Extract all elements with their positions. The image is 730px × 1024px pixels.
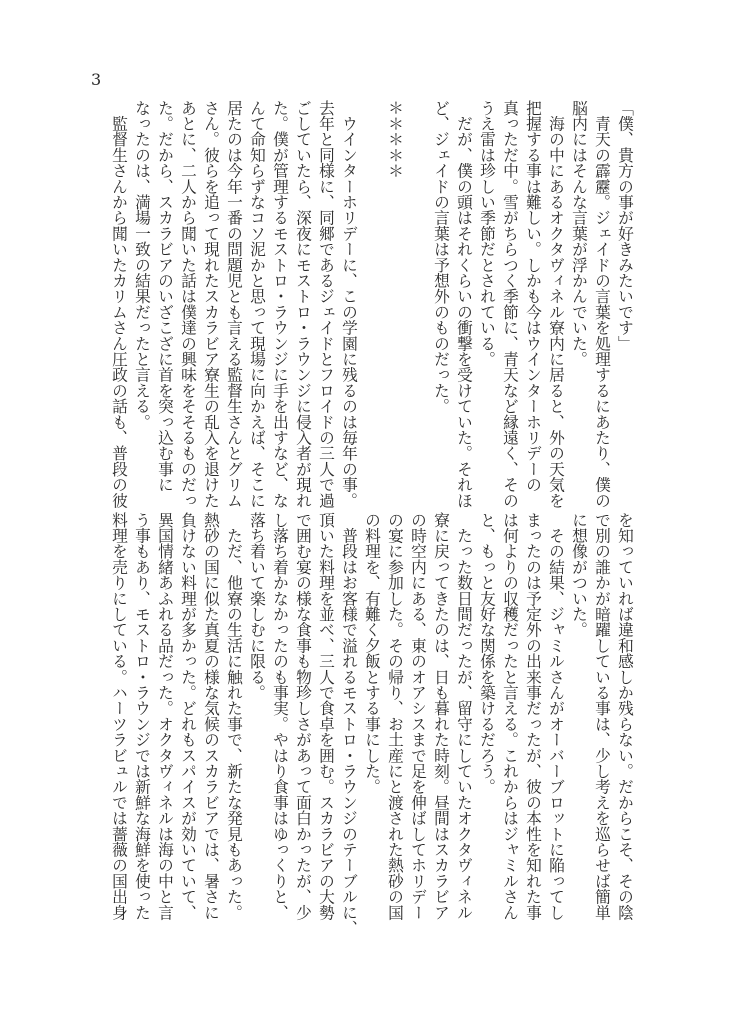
text-line: 監督生さんから聞いたカリムさん圧政の話も、普段の彼 [110,100,129,509]
text-line: たった数日間だったが、留守にしていたオクタヴィネル [455,512,474,921]
text-line: ただ、他寮の生活に触れた事で、新たな発見もあった。 [225,512,244,921]
text-line: 寮に戻ってきたのは、日も暮れた時刻。昼間はスカラビア [432,512,451,921]
text-line: 普段はお客様で溢れるモストロ・ラウンジのテーブルに、 [340,512,359,936]
text-line: た。僕が管理するモストロ・ラウンジに手を出すなど、な [271,100,290,509]
text-line: ごしていたら、深夜にモストロ・ラウンジに侵入者が現れ [294,100,313,509]
text-line: 頂いた料理を並べ、三人で食卓を囲む。スカラビアの大勢 [317,512,336,921]
text-line: 落ち着いて楽しむに限る。 [248,512,267,701]
text-line: ど、ジェイドの言葉は予想外のものだった。 [432,100,451,414]
text-line: 脳内にはそんな言葉が浮かんでいた。 [570,100,589,367]
blank-line [361,100,384,505]
text-line: その結果、ジャミルさんがオーバーブロットに陥ってし [547,512,566,921]
text-line: 去年と同様に、同郷であるジェイドとフロイドの三人で過 [317,100,336,509]
text-line: うえ雷は珍しい季節だとされている。 [478,100,497,367]
text-line: で囲む宴の様な食事も物珍しさがあって面白かったが、少 [294,512,313,921]
text-line: だが、僕の頭はそれくらいの衝撃を受けていた。それほ [455,100,474,509]
text-line: は何よりの収穫だったと言える。これからはジャミルさん [501,512,520,921]
blank-line [407,100,430,505]
text-line: 「僕、貴方の事が好きみたいです」 [616,100,635,352]
text-line: 把握する事は難しい。しかも今はウインターホリデーの [524,100,543,493]
text-line: さん。彼らを追って現れたスカラビア寮生の乱入を退けた [202,100,221,509]
text-line: 熱砂の国に似た真夏の様な気候のスカラビアでは、暑さに [202,512,221,921]
text-line: 異国情緒あふれる品だった。オクタヴィネルは海の中と言 [156,512,175,921]
page-number: 3 [91,70,102,89]
text-line: 料理を売りにしている。ハーツラビュルでは薔薇の国出身 [110,512,129,921]
text-line: 青天の霹靂。ジェイドの言葉を処理するにあたり、僕の [593,100,612,509]
text-line: なったのは、満場一致の結果だったと言える。 [133,100,152,430]
text-line: の料理を、有難く夕飯とする事にした。 [363,512,382,795]
bottom-text-block [108,512,637,936]
text-line: し落ち着かなかったのも事実。やはり食事はゆっくりと、 [271,512,290,921]
text-line: ウインターホリデーに、この学園に残るのは毎年の事。 [340,100,359,509]
text-line: 負けない料理が多かった。どれもスパイスが効いていて、 [179,512,198,921]
top-text-block [108,100,637,509]
text-line: んて命知らずなコソ泥かと思って現場に向かえば、そこに [248,100,267,509]
text-line: を知っていれば違和感しか残らない。だからこそ、その陰 [616,512,635,921]
text-line: 海の中にあるオクタヴィネル寮内に居ると、外の天気を [547,100,566,509]
text-line: と、もっと友好な関係を築けるだろう。 [478,512,497,795]
text-line: の時空内にある、東のオアシスまで足を伸ばしてホリデー [409,512,428,921]
text-line: た。だから、スカラビアのいざこざに首を突っ込む事に [156,100,175,493]
text-line: あとに、二人から聞いた話は僕達の興味をそそるものだっ [179,100,198,509]
text-line: 居たのは今年一番の問題児とも言える監督生さんとグリム [225,100,244,509]
text-line: まったのは予定外の出来事だったが、彼の本性を知れた事 [524,512,543,921]
text-line: ＊＊＊＊＊ [386,100,405,179]
text-line: の宴に参加した。その帰り、お土産にと渡された熱砂の国 [386,512,405,921]
text-line: 真っただ中。雪がちらつく季節に、青天など縁遠く、その [501,100,520,509]
text-line: で別の誰かが暗躍している事は、少し考えを巡らせば簡単 [593,512,612,921]
text-line: に想像がついた。 [570,512,589,638]
text-line: う事もあり、モストロ・ラウンジでは新鮮な海鮮を使った [133,512,152,921]
